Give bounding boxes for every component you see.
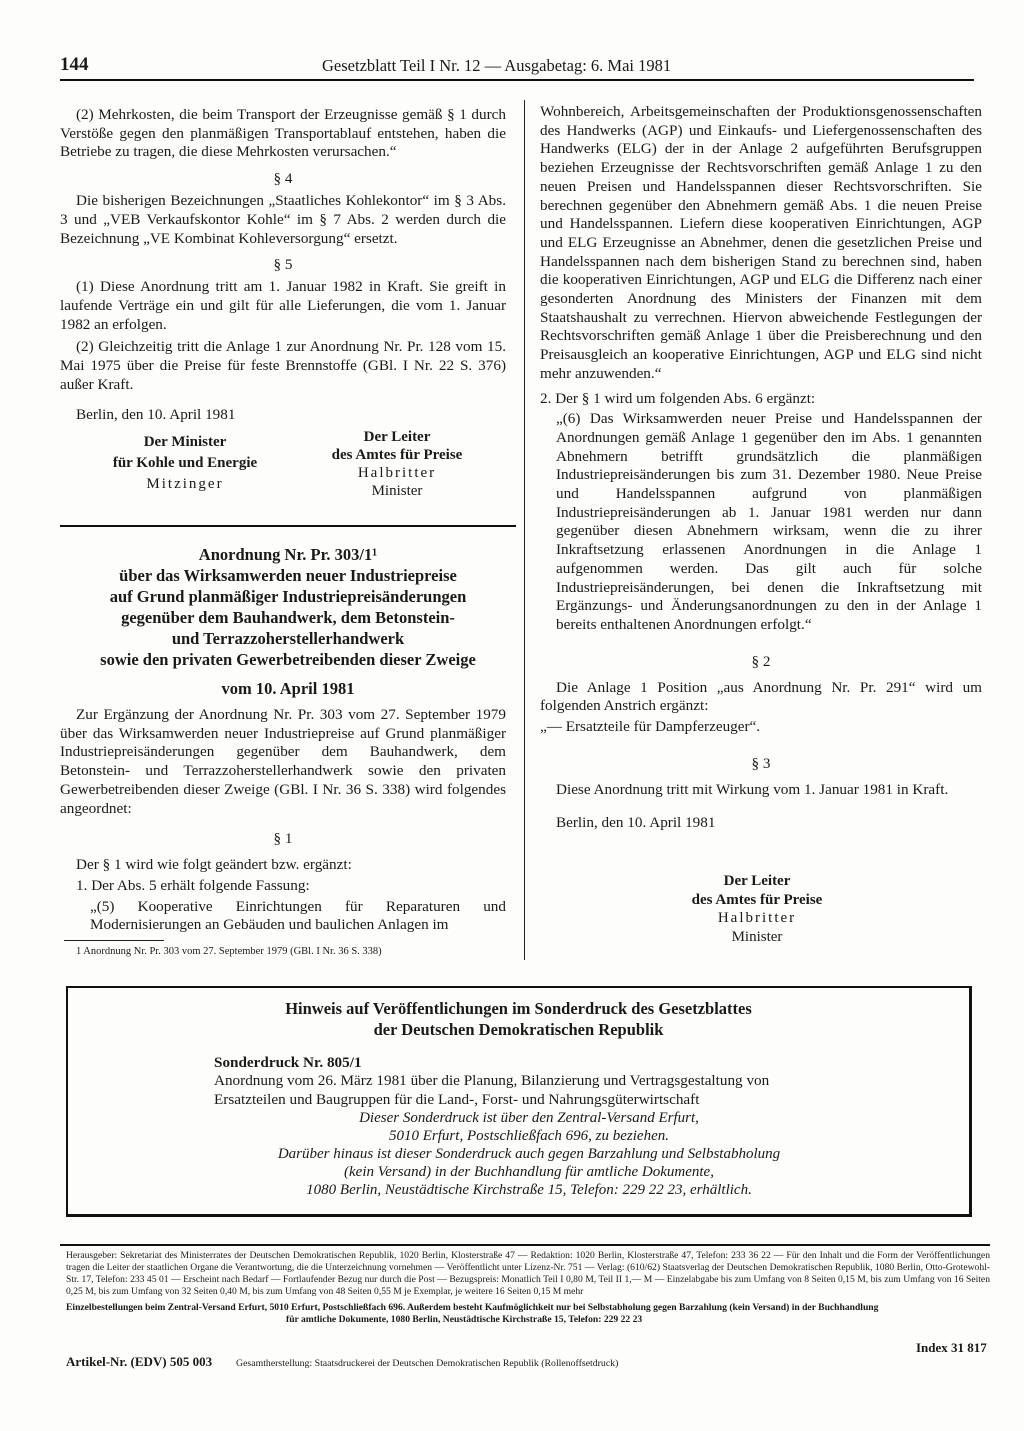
column-divider <box>524 100 525 960</box>
signature-name: Halbritter <box>357 465 437 481</box>
signature-title: des Amtes für Preise <box>331 447 463 463</box>
title-line: und Terrazzoherstellerhandwerk <box>171 629 405 648</box>
ordinance-date: vom 10. April 1981 <box>221 679 355 698</box>
paragraph: 2. Der § 1 wird um folgenden Abs. 6 ergänzt: <box>540 389 816 407</box>
title-line: über das Wirksamwerden neuer Industriepreise <box>119 566 457 585</box>
footnote-rule <box>64 940 164 941</box>
imprint-rule <box>60 1244 990 1246</box>
paragraph: Die bisherigen Bezeichnungen „Staatliches Kohlekontor“ im § 3 Abs. 3 und „VEB Verkaufskontor Kohle“ im § 7 Abs. 2 werden durch die Bezeichnung „VE Kombinat Kohleversorgung“ ersetzt. <box>60 192 506 247</box>
paragraph: 1. Der Abs. 5 erhält folgende Fassung: <box>76 876 310 894</box>
signature-name: Halbritter <box>717 910 797 927</box>
header-rule <box>60 79 974 81</box>
separator-rule <box>60 525 516 527</box>
paragraph: (2) Mehrkosten, die beim Transport der Erzeugnisse gemäß § 1 durch Verstöße gegen den planmäßigen Transportablauf entstehen, haben die Betriebe zu tragen, die diese Mehrkosten verursachen.“ <box>60 106 506 161</box>
sonderdruck-entry <box>214 1054 844 1199</box>
index-number: Index 31 817 <box>916 1340 987 1355</box>
paragraph: „(5) Kooperative Einrichtungen für Reparaturen und Modernisierungen an Gebäuden und baulichen Anlagen im <box>90 897 506 934</box>
sonderdruck-notice-box <box>66 986 972 1217</box>
place-date: Berlin, den 10. April 1981 <box>76 406 236 424</box>
signature-name: Mitzinger <box>146 476 224 492</box>
signature-title: für Kohle und Energie <box>112 455 258 471</box>
sonderdruck-description: Anordnung vom 26. März 1981 über die Planung, Bilanzierung und Vertragsgestaltung von Ersatzteilen und Baugruppen für die Land-, Forst- und Nahrungsgüterwirtschaft <box>214 1072 770 1108</box>
title-line: Anordnung Nr. Pr. 303/1¹ <box>198 545 378 564</box>
page-number: 144 <box>60 54 89 75</box>
ordering-line: 5010 Erfurt, Postschließfach 696, zu beziehen. <box>389 1128 669 1145</box>
ordering-line: 1080 Berlin, Neustädtische Kirchstraße 15, Telefon: 229 22 23, erhältlich. <box>306 1182 752 1199</box>
ordering-line: Darüber hinaus ist dieser Sonderdruck auch gegen Barzahlung und Selbstabholung <box>277 1146 781 1163</box>
einzelbestellungen: Einzelbestellungen beim Zentral-Versand Erfurt, 5010 Erfurt, Postschließfach 696. Außerdem besteht Kaufmöglichkeit nur bei Selbstabholung gegen Barzahlung (kein Versand) in der Buchhandlung <box>66 1302 879 1314</box>
paragraph: Diese Anordnung tritt mit Wirkung vom 1. Januar 1981 in Kraft. <box>556 780 949 798</box>
left-column <box>60 86 506 425</box>
signature-minister <box>60 432 310 495</box>
paragraph: (1) Diese Anordnung tritt am 1. Januar 1982 in Kraft. Sie greift in laufende Verträge ein und gilt für alle Lieferungen, die vom 1. Januar 1982 an erfolgen. <box>60 278 506 333</box>
section-heading: § 1 <box>273 830 293 848</box>
section-heading: § 3 <box>751 754 771 772</box>
paragraph: Der § 1 wird wie folgt geändert bzw. ergänzt: <box>76 856 352 874</box>
ordering-line: Dieser Sonderdruck ist über den Zentral-Versand Erfurt, <box>359 1110 699 1127</box>
right-column <box>540 103 982 832</box>
gesamtherstellung: Gesamtherstellung: Staatsdruckerei der Deutschen Demokratischen Republik (Rollenoffsetdruck) <box>236 1358 619 1369</box>
signature-leiter-right <box>652 872 862 947</box>
footnote: 1 Anordnung Nr. Pr. 303 vom 27. September 1979 (GBl. I Nr. 36 S. 338) <box>76 946 382 957</box>
paragraph: Wohnbereich, Arbeitsgemeinschaften der Produktionsgenossenschaften des Handwerks (AGP) und Einkaufs- und Liefergenossenschaften des Handwerks (ELG) der in der Anlage 2 aufgeführten Berufsgruppen beziehen Erzeugnisse der Rechtsvorschriften gemäß Anlage 1 zu den neuen Preisen und Handelsspannen dieser Rechtsvorschriften. Sie berechnen gegenüber den Abnehmern gemäß Abs. 1 die neuen Preise und Handelsspannen. Liefern diese kooperativen Einrichtungen, AGP und ELG Erzeugnisse an Abnehmer, denen die gesetzlichen Preise und Handelsspannen nach dem bisherigen Stand zu berechnen sind, haben die kooperativen Einrichtungen, AGP und ELG die Differenz nach einer gesonderten Anordnung des Ministers der Finanzen mit dem Staatshaushalt zu verrechnen. Hiervon abweichende Festlegungen der Rechtsvorschriften gemäß Anlage 1 über die Preisberechnung und den Preisausgleich an kooperative Einrichtungen, AGP und ELG sind nicht mehr anzuwenden.“ <box>540 103 982 382</box>
paragraph: (2) Gleichzeitig tritt die Anlage 1 zur Anordnung Nr. Pr. 128 vom 15. Mai 1975 über die Preise für feste Brennstoffe (GBl. I Nr. 22 S. 376) außer Kraft. <box>60 338 506 393</box>
signature-title: Der Leiter <box>723 873 791 889</box>
signature-leiter <box>292 428 502 500</box>
paragraph: Zur Ergänzung der Anordnung Nr. Pr. 303 vom 27. September 1979 über das Wirksamwerden neuer Industriepreise auf Grund planmäßiger Industriepreisänderungen gegenüber dem Bauhandwerk, dem Betonstein- und Terrazzoherstellerhandwerk sowie den privaten Gewerbetreibenden dieser Zweige (GBl. I Nr. 36 S. 338) wird folgendes angeordnet: <box>60 706 506 817</box>
notice-title: der Deutschen Demokratischen Republik <box>373 1020 664 1039</box>
signature-role: Minister <box>371 483 423 499</box>
paragraph: Die Anlage 1 Position „aus Anordnung Nr. Pr. 291“ wird um folgenden Anstrich ergänzt: <box>540 678 982 715</box>
title-line: sowie den privaten Gewerbetreibenden dieser Zweige <box>100 650 476 669</box>
running-header: Gesetzblatt Teil I Nr. 12 — Ausgabetag: 6. Mai 1981 <box>322 56 672 75</box>
paragraph: „— Ersatzteile für Dampferzeuger“. <box>540 718 761 736</box>
ordering-line: (kein Versand) in der Buchhandlung für amtliche Dokumente, <box>344 1164 714 1181</box>
notice-title: Hinweis auf Veröffentlichungen im Sonderdruck des Gesetzblattes <box>285 999 752 1018</box>
signature-title: des Amtes für Preise <box>691 891 823 908</box>
paragraph: „(6) Das Wirksamwerden neuer Preise und Handelsspannen der Anordnungen gemäß Anlage 1 gegenüber den im Abs. 1 genannten Abnehmern betrifft grundsätzlich die planmäßigen Industriepreisänderungen bis zum 31. Dezember 1980. Neue Preise und Handelsspannen aufgrund von planmäßigen Industriepreisänderungen ab 1. Januar 1981 werden nur dann gegenüber diesen Abnehmern wirksam, wenn die zu ihrer Inkraftsetzung erlassenen Anordnungen in die Anlage 1 aufgenommen werden. Das gilt auch für solche Industriepreisänderungen, bei denen die Inkraftsetzung mit Ergänzungs- und Änderungsanordnungen zu den in der Anlage 1 bereits enthaltenen Anordnungen erfolgt.“ <box>556 410 982 633</box>
title-line: gegenüber dem Bauhandwerk, dem Betonstein- <box>121 608 455 627</box>
imprint-text: Herausgeber: Sekretariat des Ministerrates der Deutschen Demokratischen Republik, 1020 Berlin, Klosterstraße 47 — Redaktion: 1020 Berlin, Klosterstraße 47, Telefon: 233 36 22 — Für den Inhalt und die Form der Veröffentlichungen tragen die Leiter der staatlichen Organe die Verantwortung, die die Unterzeichnung vornehmen — Veröffentlicht unter Lizenz-Nr. 751 — Verlag: (610/62) Staatsverlag der Deutschen Demokratischen Republik, 1080 Berlin, Otto-Grotewohl-Str. 17, Telefon: 233 45 01 — Erscheint nach Bedarf — Fortlaufender Bezug nur durch die Post — Bezugspreis: Monatlich Teil I 0,80 M, Teil II 1,— M — Einzelabgabe bis zum Umfang von 8 Seiten 0,15 M, bis zum Umfang von 16 Seiten 0,25 M, bis zum Umfang von 32 Seiten 0,40 M, bis zum Umfang von 48 Seiten 0,55 M je Exemplar, je weitere 16 Seiten 0,15 M mehr <box>66 1250 990 1298</box>
einzelbestellungen-cont: für amtliche Dokumente, 1080 Berlin, Neustädtische Kirchstraße 15, Telefon: 229 22 23 <box>286 1314 643 1326</box>
imprint <box>66 1250 990 1327</box>
sonderdruck-number: Sonderdruck Nr. 805/1 <box>214 1054 362 1071</box>
artikel-number: Artikel-Nr. (EDV) 505 003 <box>66 1354 213 1369</box>
ordinance-title <box>60 544 516 699</box>
ordering-info <box>214 1109 844 1199</box>
signature-title: Der Minister <box>143 434 227 450</box>
signature-role: Minister <box>731 929 783 946</box>
left-column-lower <box>60 706 506 935</box>
place-date: Berlin, den 10. April 1981 <box>556 813 716 831</box>
section-heading: § 5 <box>273 256 293 274</box>
section-heading: § 2 <box>751 652 771 670</box>
section-heading: § 4 <box>273 170 293 188</box>
title-line: auf Grund planmäßiger Industriepreisänderungen <box>109 587 467 606</box>
signature-title: Der Leiter <box>363 429 431 445</box>
